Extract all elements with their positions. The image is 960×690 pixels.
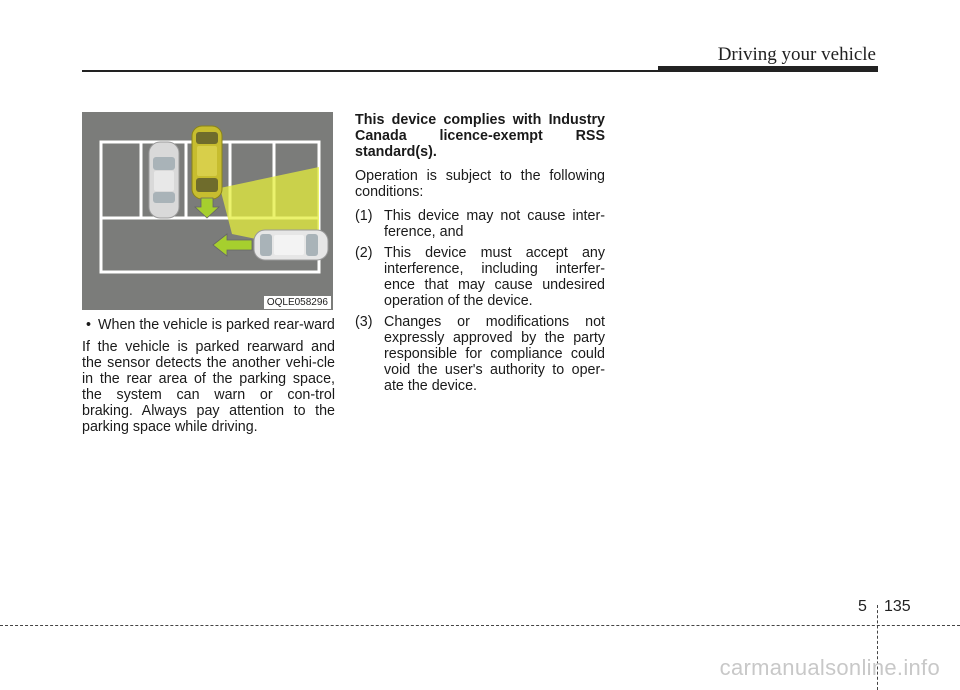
page-number: 135 (884, 598, 911, 615)
parking-lot-diagram (82, 112, 333, 310)
condition-text: This device may not cause inter-ference, and (384, 208, 605, 240)
parked-car (149, 142, 179, 218)
condition-text: This device must accept any interference, including interfer-ence that may cause undesired operation of the device. (384, 245, 605, 309)
condition-text: Changes or modifications not expressly approved by the party responsible for compliance could void the user's authority to oper-ate the device. (384, 314, 605, 394)
condition-item (355, 245, 605, 309)
own-vehicle (192, 126, 222, 199)
body-paragraph: If the vehicle is parked rearward and the sensor detects the another vehi-cle in the rear area of the parking space, the system can warn or con-trol braking. Always pay attention to the parking space while driving. (82, 339, 335, 435)
parking-illustration (82, 112, 333, 310)
bullet-text: When the vehicle is parked rear-ward (98, 317, 335, 333)
figure-code: OQLE058296 (264, 296, 331, 309)
condition-item (355, 314, 605, 394)
condition-number: (1) (355, 208, 373, 224)
condition-number: (2) (355, 245, 373, 261)
chapter-number: 5 (858, 598, 867, 615)
bullet-marker: • (86, 317, 92, 333)
footer-divider (0, 625, 960, 626)
condition-item (355, 208, 605, 240)
bullet-item (82, 317, 335, 333)
condition-number: (3) (355, 314, 373, 330)
section-title: Driving your vehicle (717, 44, 876, 65)
compliance-heading: This device complies with Industry Canada licence-exempt RSS standard(s). (355, 112, 605, 160)
watermark: carmanualsonline.info (719, 655, 940, 680)
header-rule-accent (658, 66, 878, 72)
conditions-intro: Operation is subject to the following conditions: (355, 168, 605, 200)
left-column (82, 317, 335, 443)
approaching-car (254, 230, 328, 260)
right-column (355, 112, 605, 399)
